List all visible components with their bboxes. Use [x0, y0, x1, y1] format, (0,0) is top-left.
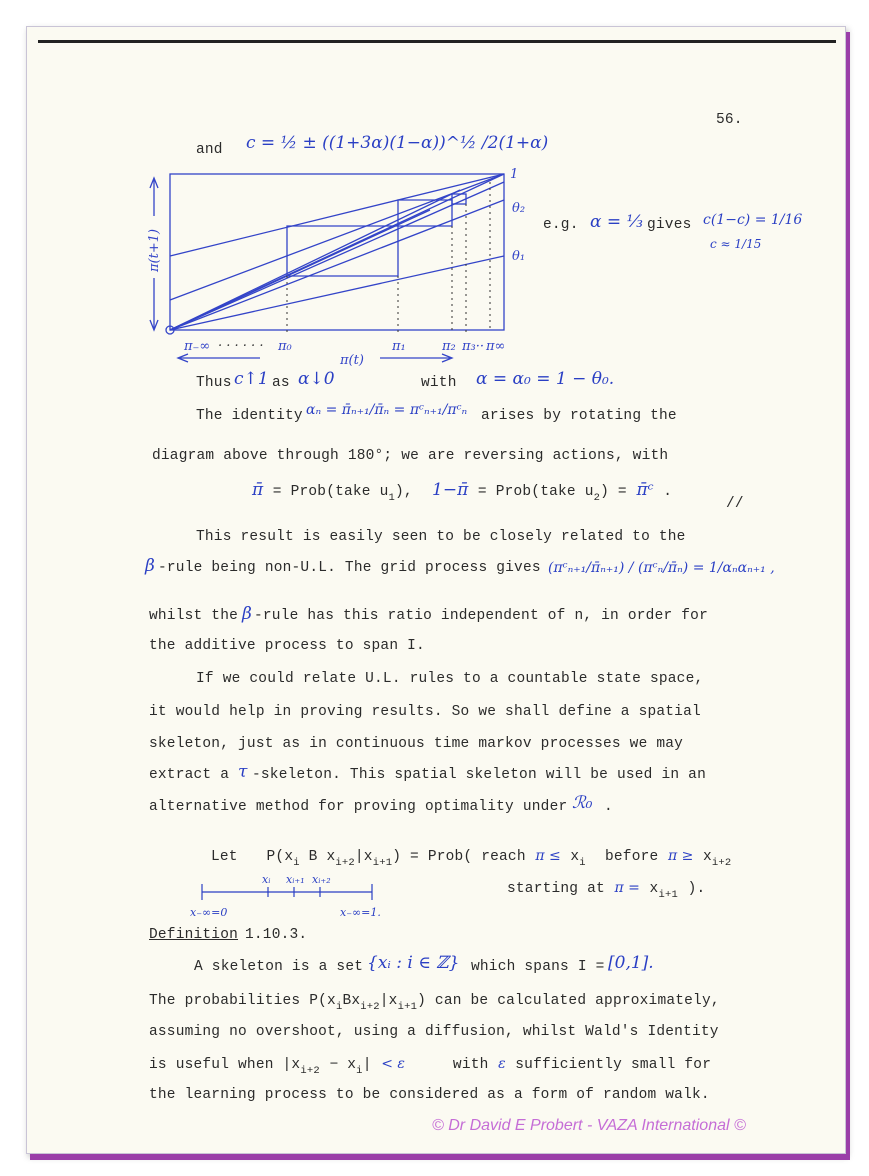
para2-line2: it would help in proving results. So we shall define a spatial	[149, 704, 701, 720]
tick-label: π₁	[392, 339, 406, 354]
para2-line3: skeleton, just as in continuous time markov processes we may	[149, 736, 684, 752]
text-diagram-line: diagram above through 180°; we are reversing actions, with	[152, 448, 669, 464]
fan-line	[170, 174, 504, 300]
tick-label: π₃··	[462, 339, 485, 354]
starting-line: starting at $\pi = x_{i+1}$ ).	[507, 880, 706, 901]
mini-label: xᵢ₊₁	[286, 873, 305, 886]
text-with: with	[421, 375, 457, 391]
text-eg: e.g.	[543, 217, 579, 233]
hw-beta: β	[145, 556, 155, 576]
para3-line1b: which spans I =	[471, 959, 605, 975]
page-top-rule	[38, 40, 836, 43]
para2-line5-end: .	[604, 799, 613, 815]
tick-label: . . . . . .	[218, 335, 264, 350]
mini-left: x₋∞=0	[190, 906, 228, 919]
text-as: as	[272, 375, 290, 391]
label-vert-axis: π(t+1)	[147, 228, 162, 272]
mini-label: xᵢ₊₂	[312, 873, 331, 886]
hw-alpha-third: α = ⅓	[590, 212, 644, 232]
para3-line2: The probabilities $P(x_iBx_{i+2}|x_{i+1})$ can be calculated approximately,	[149, 993, 720, 1013]
hw-c-up: c↑1	[234, 369, 269, 389]
grid-process-diagram	[140, 160, 540, 375]
tick-label: π₂	[442, 339, 456, 354]
tick-label: π∞	[486, 339, 506, 354]
definition-title: Definition	[149, 927, 239, 943]
mini-label: xᵢ	[262, 873, 271, 886]
para2-line5: alternative method for proving optimality under	[149, 799, 568, 815]
fan-line	[170, 256, 504, 330]
para3-line1a: A skeleton is a set	[194, 959, 364, 975]
hw-tau: τ	[238, 762, 248, 782]
tick-label: π₀	[278, 339, 292, 354]
end-proof-slashes: //	[726, 496, 744, 512]
label-horiz-axis: π(t)	[340, 353, 364, 368]
label-theta2: θ₂	[512, 201, 526, 216]
para3-line5: the learning process to be considered as a form of random walk.	[149, 1087, 710, 1103]
hw-alpha-eq: α = α₀ = 1 − θ₀.	[476, 369, 615, 389]
text-and: and	[196, 142, 223, 158]
copyright-watermark: © Dr David E Probert - VAZA International ©	[432, 1117, 746, 1134]
hw-skeleton-set: {xᵢ : i ∈ ℤ}	[367, 953, 460, 973]
tick-label: π₋∞	[184, 339, 211, 354]
para2-line4b: -skeleton. This spatial skeleton will be used in an	[252, 767, 706, 783]
text-thus: Thus	[196, 375, 232, 391]
text-gives: gives	[647, 217, 692, 233]
definition-number: 1.10.3.	[245, 927, 308, 943]
para3-line3: assuming no overshoot, using a diffusion, whilst Wald's Identity	[149, 1024, 719, 1040]
text-identity: The identity	[196, 408, 303, 424]
hw-formula-c: c = ½ ± ((1+3α)(1−α))^½ /2(1+α)	[246, 133, 549, 153]
para1-line1: This result is easily seen to be closely related to the	[196, 529, 686, 545]
para3-line4: is useful when $|x_{i+2} - x_i| < \varepsilon$ with ε sufficiently small for	[149, 1056, 712, 1077]
fan-line	[170, 190, 460, 330]
fan-line	[170, 200, 504, 330]
let-line: Let $P(x_i$ B $x_{i+2}|x_{i+1}$) = Prob( reach $\pi \le x_i$ before $\pi \ge x_{i+2}$	[211, 848, 732, 869]
para1-line4: the additive process to span I.	[149, 638, 425, 654]
para2-line1: If we could relate U.L. rules to a countable state space,	[196, 671, 704, 687]
hw-alpha-down: α↓0	[298, 369, 335, 389]
para1-line3a: whilst the	[149, 608, 239, 624]
label-theta1: θ₁	[512, 249, 526, 264]
hw-ratio: (πᶜₙ₊₁/π̄ₙ₊₁) / (πᶜₙ/π̄ₙ) = 1/αₙαₙ₊₁ ,	[548, 560, 775, 576]
fan-line	[170, 174, 504, 256]
skeleton-number-line	[182, 868, 412, 922]
hw-interval: [0,1].	[608, 953, 654, 973]
hw-R0: ℛ₀	[572, 793, 593, 813]
hw-identity-formula: αₙ = π̄ₙ₊₁/π̄ₙ = πᶜₙ₊₁/πᶜₙ	[306, 402, 468, 418]
text-arises: arises by rotating the	[481, 408, 677, 424]
prob-line: π̄ = Prob(take $u_1$), 1−π̄ = Prob(take $u_2$) = π̄ᶜ .	[252, 480, 673, 504]
para2-line4a: extract a	[149, 767, 230, 783]
fan-line	[170, 210, 430, 330]
para1-line2: -rule being non-U.L. The grid process gives	[158, 560, 541, 576]
hw-beta2: β	[242, 604, 252, 624]
label-one: 1	[510, 167, 519, 182]
hw-gives-value2: c ≈ 1/15	[710, 237, 762, 251]
mini-right: x₋∞=1.	[340, 906, 381, 919]
page-number: 56.	[716, 112, 743, 128]
hw-gives-value1: c(1−c) = 1/16	[703, 212, 803, 228]
para1-line3b: -rule has this ratio independent of n, in order for	[254, 608, 708, 624]
